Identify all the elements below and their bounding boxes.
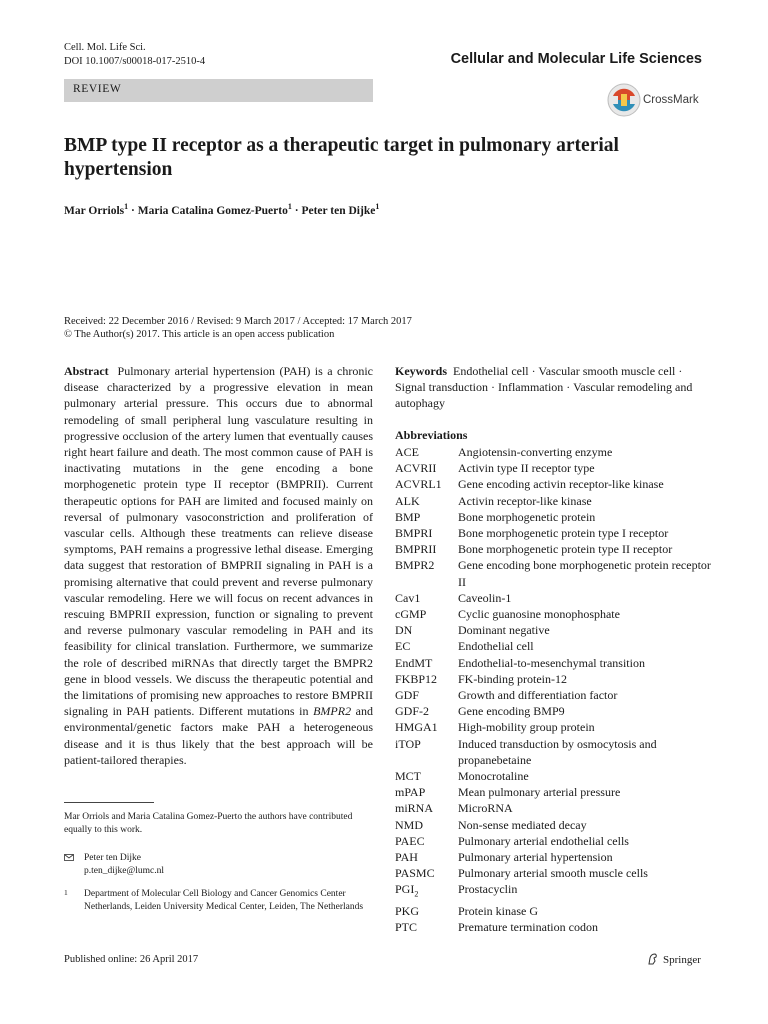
abbreviation-row xyxy=(395,606,715,622)
abbreviation-row xyxy=(395,800,715,816)
copyright-line: © The Author(s) 2017. This article is an open access publication xyxy=(64,329,335,340)
abbreviation-definition: Angiotensin-converting enzyme xyxy=(458,445,613,459)
abbreviation-term: BMPR2 xyxy=(395,558,435,573)
abstract-label: Abstract xyxy=(64,364,109,378)
abbreviation-definition: Pulmonary arterial endothelial cells xyxy=(458,833,629,848)
abstract-gene-italic: BMPR2 xyxy=(313,704,352,719)
envelope-icon xyxy=(64,854,74,861)
article-title: BMP type II receptor as a therapeutic target in pulmonary arterial hypertension xyxy=(64,135,619,180)
abbreviation-term: BMP xyxy=(395,509,421,524)
abbreviation-definition: Bone morphogenetic protein xyxy=(458,509,596,524)
journal-name: Cellular and Molecular Life Sciences xyxy=(450,51,702,67)
abbreviation-definition: Pulmonary arterial hypertension xyxy=(458,850,613,865)
journal-abbrev: Cell. Mol. Life Sci. xyxy=(64,42,146,53)
abbreviation-term: PAEC xyxy=(395,833,425,848)
abbreviation-row xyxy=(395,525,715,541)
abbreviation-row xyxy=(395,784,715,800)
abbreviation-row xyxy=(395,903,715,919)
abbreviation-definition: Induced transduction by osmocytosis and propanebetaine xyxy=(458,736,657,767)
crossmark-label: CrossMark xyxy=(643,94,699,106)
article-type-label: REVIEW xyxy=(73,83,122,95)
abbreviation-row xyxy=(395,622,715,638)
abbreviation-definition: Activin type II receptor type xyxy=(458,461,595,476)
abbreviation-row xyxy=(395,736,715,768)
abbreviation-definition: Dominant negative xyxy=(458,623,550,638)
abbreviation-row xyxy=(395,509,715,525)
crossmark-badge[interactable] xyxy=(606,82,706,118)
abbreviation-definition: Gene encoding BMP9 xyxy=(458,704,565,719)
journal-meta xyxy=(64,41,205,69)
abbreviation-term: PTC xyxy=(395,920,418,935)
crossmark-icon xyxy=(606,82,642,118)
abbreviation-definition: Monocrotaline xyxy=(458,769,529,784)
abbreviation-term: MCT xyxy=(395,769,422,784)
abstract-text-end: and environmental/genetic factors make PAH a heterogeneous disease and it is thus likely that the best approach will be patient-tailored therapies. xyxy=(64,704,374,767)
abbreviation-definition: Pulmonary arterial smooth muscle cells xyxy=(458,866,648,881)
abbreviation-row xyxy=(395,817,715,833)
abbreviation-term: Cav1 xyxy=(395,590,421,605)
abbreviation-row xyxy=(395,703,715,719)
abbreviation-term: GDF xyxy=(395,688,420,703)
abbreviation-term: $PGI_2$ xyxy=(395,882,419,899)
abbreviation-term: NMD xyxy=(395,817,424,832)
abbreviation-term: ACE xyxy=(395,445,419,459)
footnote-divider xyxy=(64,802,154,803)
abbreviation-term: miRNA xyxy=(395,801,434,816)
abbreviation-definition: Gene encoding activin receptor-like kinase xyxy=(458,477,664,492)
affiliation-number: 1 xyxy=(64,888,68,897)
abbreviation-term: PAH xyxy=(395,850,418,865)
abbreviation-definition: Gene encoding bone morphogenetic protein receptor II xyxy=(458,558,711,589)
keywords-label: Keywords xyxy=(395,364,447,378)
abbreviation-row xyxy=(395,460,715,476)
abbreviation-term: HMGA1 xyxy=(395,720,438,735)
abbreviation-row xyxy=(395,687,715,703)
abbreviation-definition: Activin receptor-like kinase xyxy=(458,493,592,508)
abbreviation-row xyxy=(395,590,715,606)
author-name[interactable]: Maria Catalina Gomez-Puerto xyxy=(137,204,288,217)
abbreviation-term: GDF-2 xyxy=(395,704,430,719)
abbreviation-row xyxy=(395,476,715,492)
author-name[interactable]: Mar Orriols xyxy=(64,204,125,217)
abbreviation-definition: Protein kinase G xyxy=(458,904,538,919)
abbreviation-definition: FK-binding protein-12 xyxy=(458,671,567,686)
publisher-logo xyxy=(646,952,701,966)
abbreviation-term: EndMT xyxy=(395,655,433,670)
contact-email[interactable]: p.ten_dijke@lumc.nl xyxy=(84,866,164,876)
affiliation-text: Department of Molecular Cell Biology and Cancer Genomics Center Netherlands, Leiden University Medical Center, Leiden, The Netherlands xyxy=(84,889,364,912)
abbreviation-row xyxy=(395,833,715,849)
abbreviation-term: iTOP xyxy=(395,736,421,751)
abbreviation-definition: Non-sense mediated decay xyxy=(458,817,587,832)
abbreviation-row xyxy=(395,881,715,903)
abbreviation-term: mPAP xyxy=(395,785,426,800)
abbreviation-term: cGMP xyxy=(395,607,427,622)
abbreviation-definition: Growth and differentiation factor xyxy=(458,688,618,703)
abbreviation-definition: Prostacyclin xyxy=(458,882,518,897)
abbreviation-row xyxy=(395,541,715,557)
abbreviation-term: PASMC xyxy=(395,866,435,881)
doi[interactable]: DOI 10.1007/s00018-017-2510-4 xyxy=(64,56,206,67)
abbreviation-row xyxy=(395,865,715,881)
history-dates: Received: 22 December 2016 / Revised: 9 March 2017 / Accepted: 17 March 2017 xyxy=(64,316,412,327)
abbreviation-definition: Bone morphogenetic protein type II receptor xyxy=(458,542,673,557)
abbreviation-row xyxy=(395,768,715,784)
published-date: Published online: 26 April 2017 xyxy=(64,954,199,965)
abbreviation-definition: Mean pulmonary arterial pressure xyxy=(458,785,621,800)
article-type-band xyxy=(64,79,373,102)
abbreviation-definition: Caveolin-1 xyxy=(458,590,512,605)
abbreviation-row xyxy=(395,671,715,687)
keywords xyxy=(395,363,705,412)
abbreviation-term: ALK xyxy=(395,493,420,508)
abbreviation-row xyxy=(395,919,715,935)
author-name[interactable]: Peter ten Dijke xyxy=(301,204,376,217)
abbreviation-definition: MicroRNA xyxy=(458,801,513,816)
author-separator: · xyxy=(128,204,138,217)
abbreviation-definition: Cyclic guanosine monophosphate xyxy=(458,607,620,622)
publisher-name: Springer xyxy=(663,954,701,966)
author-affil-sup: 1 xyxy=(124,202,129,211)
abbreviation-definition: Bone morphogenetic protein type I receptor xyxy=(458,526,669,541)
author-separator: · xyxy=(291,204,302,217)
author-affil-sup: 1 xyxy=(287,202,292,211)
abbreviation-term: PKG xyxy=(395,904,420,919)
equal-contribution-note: Mar Orriols and Maria Catalina Gomez-Puerto the authors have contributed equally to this work. xyxy=(64,812,353,835)
abbreviation-term: DN xyxy=(395,623,413,638)
abbreviation-row xyxy=(395,719,715,735)
abbreviation-definition: High-mobility group protein xyxy=(458,720,595,735)
abstract xyxy=(64,363,373,768)
contact-name: Peter ten Dijke xyxy=(84,853,141,863)
abbreviation-row xyxy=(395,655,715,671)
abbreviations-list xyxy=(395,444,715,935)
abbreviation-term: ACVRII xyxy=(395,461,437,476)
abbreviation-row xyxy=(395,638,715,654)
abbreviation-row xyxy=(395,493,715,509)
author-affil-sup: 1 xyxy=(375,202,380,211)
springer-horse-icon xyxy=(646,952,660,966)
abbreviation-term: FKBP12 xyxy=(395,671,438,686)
author-list xyxy=(64,202,379,217)
abbreviations-heading: Abbreviations xyxy=(395,428,468,442)
keywords-text: Endothelial cell · Vascular smooth muscle cell · Signal transduction · Inflammation · Vascular remodeling and autophagy xyxy=(395,364,693,411)
abbreviation-term: EC xyxy=(395,639,411,654)
abbreviation-definition: Endothelial cell xyxy=(458,639,534,654)
abbreviation-term: ACVRL1 xyxy=(395,477,442,492)
abbreviation-definition: Premature termination codon xyxy=(458,920,598,935)
history-block xyxy=(64,315,412,341)
abbreviation-row xyxy=(395,444,715,460)
abbreviation-term: BMPRI xyxy=(395,526,433,541)
abbreviation-row xyxy=(395,849,715,865)
abbreviation-term: BMPRII xyxy=(395,542,437,557)
abbreviation-row xyxy=(395,557,715,589)
abbreviation-definition: Endothelial-to-mesenchymal transition xyxy=(458,655,645,670)
abstract-text: Pulmonary arterial hypertension (PAH) is a chronic disease characterized by a progressive elevation in mean pulmonary arterial pressure. This occurs due to abnormal remodeling of small peripheral lung vasculature resulting in progressive occlusion of the artery lumen that eventually causes right heart failure and death. The most common cause of PAH is inactivating mutations in the gene encoding a bone morphogenetic protein type II receptor (BMPRII). Current therapeutic options for PAH are limited and focused mainly on reversal of pulmonary vasoconstriction and proliferation of vascular cells. Although these treatments can relieve disease symptoms, PAH remains a progressive lethal disease. Emerging data suggest that restoration of BMPRII signaling in PAH is a promising alternative that could prevent and reverse pulmonary vascular remodeling. Here we will focus on recent advances in rescuing BMPRII expression, function or signaling to prevent and reverse pulmonary vascular remodeling in PAH and its feasibility for clinical translation. Furthermore, we summarize the role of described miRNAs that directly target the BMPR2 gene in blood vessels. We discuss the therapeutic potential and the limitations of promising new approaches to restore BMPRII signaling in PAH patients. Different mutations in xyxy=(64,364,373,719)
